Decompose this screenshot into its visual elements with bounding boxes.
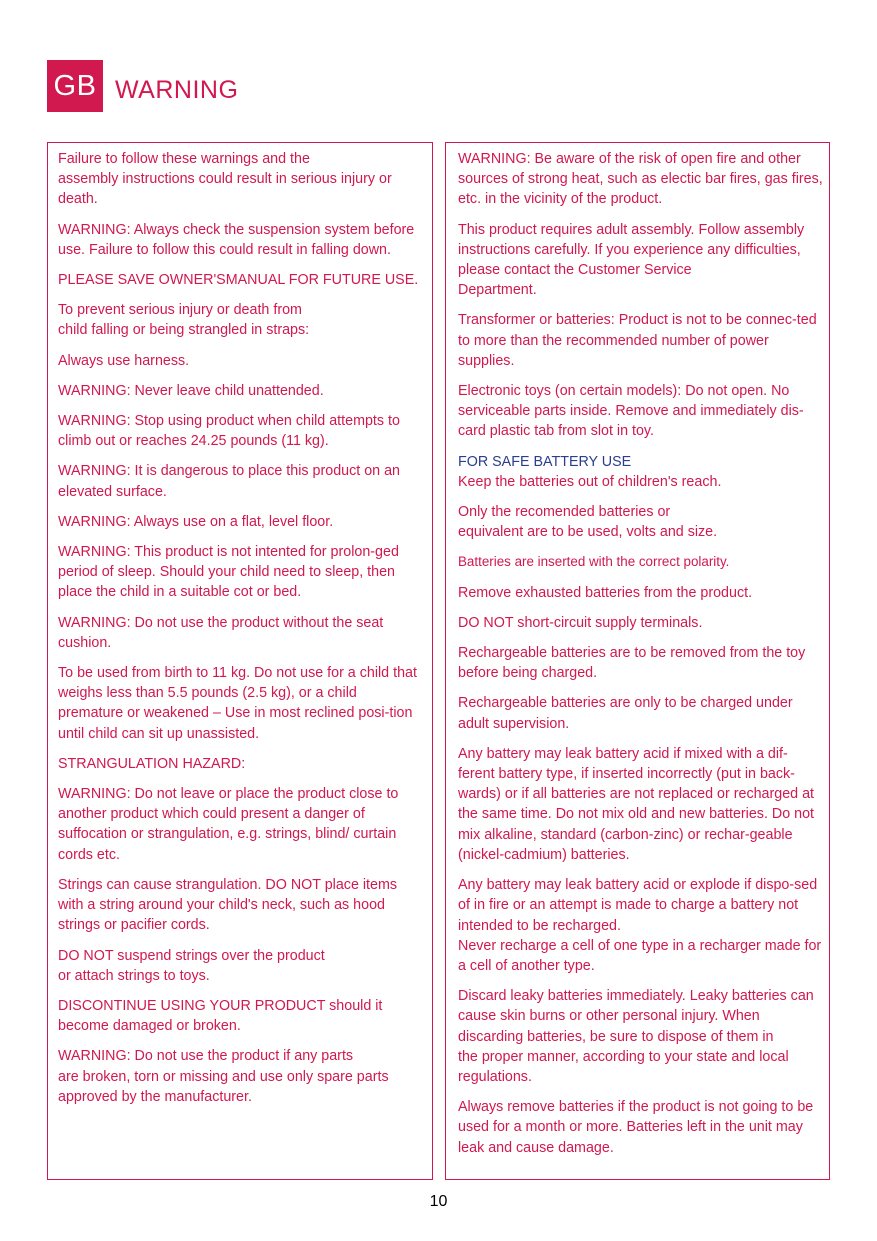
left-warning-box [47,142,433,1180]
battery-paragraph: Rechargeable batteries are to be removed from the toy before being charged. [458,645,806,682]
warning-paragraph: WARNING: Do not leave or place the product close to another product which could present a danger of suffocation or strangulation, e.g. strings, blind/ curtain cords etc. [58,786,399,863]
warning-paragraph: WARNING: Stop using product when child attempts to climb out or reaches 24.25 pounds (11 kg). [58,413,400,450]
battery-paragraph: Only the recomended batteries or equivalent are to be used, volts and size. [458,504,718,541]
warning-paragraph: WARNING: Never leave child unattended. [58,382,324,399]
warning-paragraph: To be used from birth to 11 kg. Do not use for a child that weighs less than 5.5 pounds (2.5 kg), or a child premature or weakened – Use in most reclined posi-tion until child can sit up unassisted. [58,665,417,742]
battery-section-heading: FOR SAFE BATTERY USE [458,453,632,470]
warning-paragraph: WARNING: This product is not intented for prolon-ged period of sleep. Should your child need to sleep, then place the child in a suitable cot or bed. [58,544,399,601]
language-badge: GB [47,60,103,112]
warning-paragraph: DISCONTINUE USING YOUR PRODUCT should it become damaged or broken. [58,997,383,1035]
warning-paragraph: STRANGULATION HAZARD: [58,755,246,772]
battery-paragraph: Always remove batteries if the product is not going to be used for a month or more. Batteries left in the unit may leak and cause damage. [458,1099,814,1156]
warning-paragraph: WARNING: Always use on a flat, level floor. [58,513,334,530]
warning-paragraph: To prevent serious injury or death from child falling or being strangled in straps: [58,302,310,339]
page-title: WARNING [115,76,239,104]
battery-paragraph: Discard leaky batteries immediately. Leaky batteries can cause skin burns or other personal injury. When discarding batteries, be sure to dispose of them in the proper manner, according to your state and local regulations. [458,988,814,1085]
battery-paragraph: Rechargeable batteries are only to be charged under adult supervision. [458,695,793,732]
battery-paragraph: Any battery may leak battery acid or explode if dispo-sed of in fire or an attempt is made to charge a battery not intended to be recharged. Never recharge a cell of one type in a recharger made for a cell of another type. [458,877,822,974]
warning-paragraph: Failure to follow these warnings and the assembly instructions could result in serious injury or death. [58,151,392,208]
warning-paragraph: Transformer or batteries: Product is not to be connec-ted to more than the recommended number of power supplies. [458,312,817,369]
battery-paragraph: DO NOT short-circuit supply terminals. [458,614,703,631]
page-number: 10 [429,1193,448,1210]
warning-paragraph: WARNING: Do not use the product without the seat cushion. [58,614,384,651]
warning-paragraph: Always use harness. [58,352,190,369]
battery-paragraph: Keep the batteries out of children's reach. [458,473,722,490]
battery-paragraph: Batteries are inserted with the correct polarity. [458,554,730,570]
battery-paragraph: Any battery may leak battery acid if mixed with a dif-ferent battery type, if inserted incorrectly (put in back-wards) or if all batteries are not replaced or recharged at the same time. Do not mix old and new batteries. Do not mix alkaline, standard (carbon-zinc) or rechar-geable (nickel-cadmium) batteries. [458,745,815,863]
warning-paragraph: WARNING: Be aware of the risk of open fire and other sources of strong heat, such as electic bar fires, gas fires, etc. in the vicinity of the product. [458,151,823,208]
warning-paragraph: WARNING: It is dangerous to place this product on an elevated surface. [58,463,400,500]
warning-paragraph: This product requires adult assembly. Follow assembly instructions carefully. If you experience any difficulties, please contact the Customer Service Department. [458,221,805,299]
warning-paragraph: Strings can cause strangulation. DO NOT place items with a string around your child's neck, such as hood strings or pacifier cords. [58,876,398,934]
warning-paragraph: Electronic toys (on certain models): Do not open. No serviceable parts inside. Remove and immediately dis-card plastic tab from slot in toy. [458,383,804,440]
warning-paragraph: DO NOT suspend strings over the product or attach strings to toys. [58,947,325,984]
warning-paragraph: WARNING: Do not use the product if any parts are broken, torn or missing and use only spare parts approved by the manufacturer. [58,1048,389,1105]
right-warning-box [445,142,830,1180]
warning-paragraph: PLEASE SAVE OWNER'SMANUAL FOR FUTURE USE. [58,272,419,289]
warning-paragraph: WARNING: Always check the suspension system before use. Failure to follow this could result in falling down. [58,221,415,258]
battery-paragraph: Remove exhausted batteries from the product. [458,584,753,601]
